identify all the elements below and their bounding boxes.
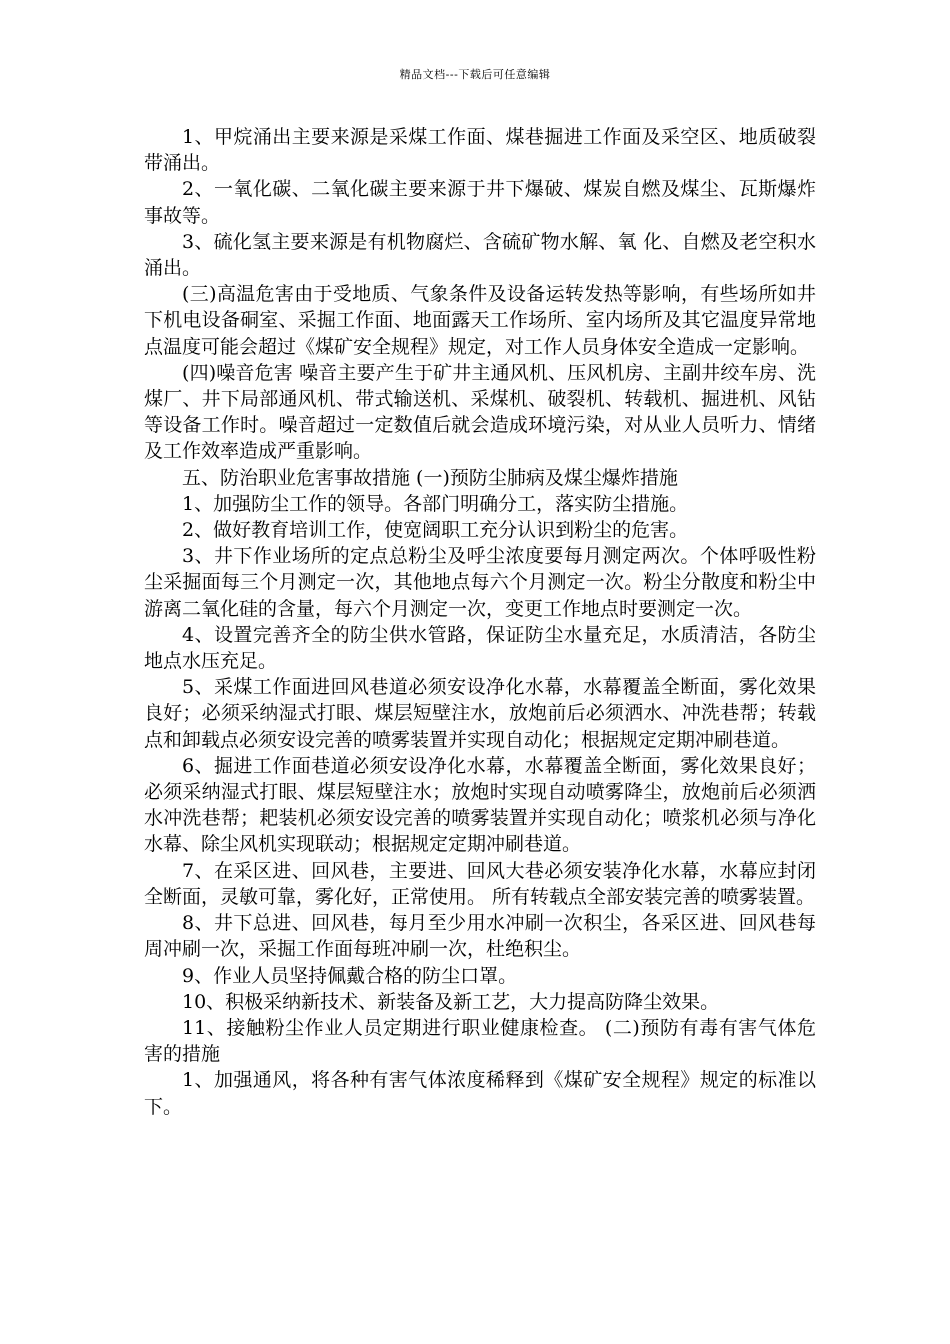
- paragraph: 1、加强通风，将各种有害气体浓度稀释到《煤矿安全规程》规定的标准以下。: [144, 1069, 816, 1118]
- paragraph: 2、一氧化碳、二氧化碳主要来源于井下爆破、煤炭自燃及煤尘、瓦斯爆炸事故等。: [144, 178, 816, 227]
- page-header: 精品文档---下载后可任意编辑: [399, 68, 551, 81]
- paragraph: (三)高温危害由于受地质、气象条件及设备运转发热等影响，有些场所如井下机电设备硐室、采掘工作面、地面露天工作场所、室内场所及其它温度异常地点温度可能会超过《煤矿安全规程》规定，对工作人员身体安全造成一定影响。: [144, 283, 816, 358]
- paragraph: (四)噪音危害 噪音主要产生于矿井主通风机、压风机房、主副井绞车房、洗煤厂、井下局部通风机、带式输送机、采煤机、破裂机、转载机、掘进机、风钻等设备工作时。噪音超过一定数值后就会造成环境污染，对从业人员听力、情绪及工作效率造成严重影响。: [144, 361, 816, 463]
- paragraph: 4、设置完善齐全的防尘供水管路，保证防尘水量充足，水质清洁，各防尘地点水压充足。: [144, 623, 816, 673]
- paragraph: 5、采煤工作面进回风巷道必须安设净化水幕，水幕覆盖全断面，雾化效果良好；必须采纳湿式打眼、煤层短壁注水，放炮前后必须洒水、冲洗巷帮；转载点和卸载点必须安设完善的喷雾装置并实现自动化；根据规定定期冲刷巷道。: [144, 676, 816, 751]
- document-body: [144, 124, 816, 1120]
- paragraph: 3、硫化氢主要来源是有机物腐烂、含硫矿物水解、氧 化、自燃及老空积水涌出。: [144, 230, 816, 280]
- paragraph: 3、井下作业场所的定点总粉尘及呼尘浓度要每月测定两次。个体呼吸性粉尘采掘面每三个月测定一次，其他地点每六个月测定一次。粉尘分散度和粉尘中游离二氧化硅的含量，每六个月测定一次，变更工作地点时要测定一次。: [144, 545, 816, 620]
- paragraph: 1、加强防尘工作的领导。各部门明确分工，落实防尘措施。: [182, 492, 689, 515]
- paragraph: 8、井下总进、回风巷，每月至少用水冲刷一次积尘，各采区进、回风巷每周冲刷一次，采掘工作面每班冲刷一次，杜绝积尘。: [144, 912, 816, 961]
- paragraph: 10、积极采纳新技术、新装备及新工艺，大力提高防降尘效果。: [182, 990, 720, 1013]
- paragraph: 9、作业人员坚持佩戴合格的防尘口罩。: [182, 964, 518, 987]
- paragraph: 2、做好教育培训工作，使宽阔职工充分认识到粉尘的危害。: [182, 519, 689, 542]
- section-heading: 五、防治职业危害事故措施 (一)预防尘肺病及煤尘爆炸措施: [182, 466, 678, 489]
- paragraph: 11、接触粉尘作业人员定期进行职业健康检查。 (二)预防有毒有害气体危害的措施: [144, 1016, 816, 1066]
- paragraph: 1、甲烷涌出主要来源是采煤工作面、煤巷掘进工作面及采空区、地质破裂带涌出。: [144, 126, 816, 175]
- paragraph: 7、在采区进、回风巷，主要进、回风大巷必须安装净化水幕，水幕应封闭全断面，灵敏可靠，雾化好，正常使用。 所有转载点全部安装完善的喷雾装置。: [144, 859, 816, 908]
- paragraph: 6、掘进工作面巷道必须安设净化水幕，水幕覆盖全断面，雾化效果良好；必须采纳湿式打眼、煤层短壁注水；放炮时实现自动喷雾降尘，放炮前后必须洒水冲洗巷帮；耙装机必须安设完善的喷雾装置并实现自动化；喷浆机必须与净化水幕、除尘风机实现联动；根据规定定期冲刷巷道。: [144, 754, 816, 856]
